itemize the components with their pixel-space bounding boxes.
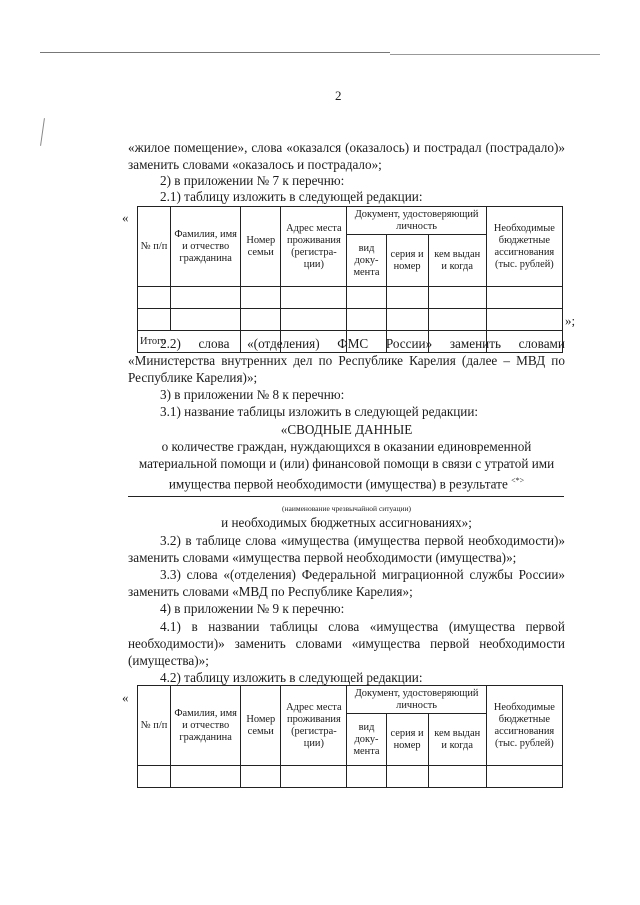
th-funds: Необходимые бюджетные ассигнования (тыс. рублей) — [486, 207, 562, 287]
th-fio: Фамилия, имя и отчество гражданина — [171, 686, 241, 766]
word: словами — [518, 336, 565, 351]
title-line-2: о количестве граждан, нуждающихся в оказании единовременной — [161, 439, 532, 454]
word: 4.1) — [160, 619, 181, 634]
th-document: Документ, удостоверяющий личность — [347, 207, 486, 235]
quote-open-1: « — [122, 210, 129, 225]
word: первой — [430, 636, 470, 651]
quote-open-2: « — [122, 690, 129, 705]
text-line-2: заменить словами «оказалось и пострадало»; — [128, 157, 382, 172]
text-line-4: 2.1) таблицу изложить в следующей редакции: — [160, 189, 423, 204]
word: службы — [469, 567, 513, 582]
word: таблице — [196, 533, 241, 548]
word: «Министерства — [128, 353, 216, 368]
th-num: № п/п — [138, 686, 171, 766]
word: первой — [525, 619, 565, 634]
word: миграционной — [382, 567, 464, 582]
text-line-10 — [160, 532, 565, 549]
word: России» — [385, 336, 433, 351]
word: «имущества — [280, 533, 350, 548]
blank-underline — [128, 496, 564, 497]
word: (далее — [461, 353, 498, 368]
text-line-8: 3) в приложении № 8 к перечню: — [160, 387, 345, 402]
word: в — [185, 533, 192, 548]
word: «имущества — [369, 619, 439, 634]
th-num: № п/п — [138, 207, 171, 287]
word: словами — [295, 636, 342, 651]
word: слова — [186, 567, 218, 582]
word: ФМС — [337, 336, 369, 351]
word: «(отделения) — [223, 567, 296, 582]
word: необходимости — [479, 636, 565, 651]
text-line-17: (имущества)»; — [128, 653, 209, 668]
text-line-9: 3.1) название таблицы изложить в следующей редакции: — [160, 404, 479, 419]
word: Федеральной — [301, 567, 377, 582]
text-line-16 — [128, 635, 565, 652]
word: помещение», — [173, 140, 248, 155]
word: слова — [251, 140, 283, 155]
text-line-11: заменить словами «имущества первой необходимости (имущества)»; — [128, 550, 517, 565]
table-row — [138, 309, 563, 331]
word: по — [551, 353, 565, 368]
word: «жилое — [128, 140, 170, 155]
table-title: «СВОДНЫЕ ДАННЫЕ — [280, 422, 413, 437]
table-appendix-7 — [137, 206, 563, 353]
table-appendix-9 — [137, 685, 563, 788]
word: (имущества — [448, 619, 516, 634]
word: слова — [245, 533, 277, 548]
th-address: Адрес места проживания (регистра-ции) — [281, 686, 347, 766]
word: необходимости)» — [468, 533, 565, 548]
text-line-6 — [128, 352, 565, 369]
text-line-5 — [160, 335, 565, 352]
word: (оказалось) — [345, 140, 410, 155]
text-line-14: 4) в приложении № 9 к перечню: — [160, 601, 345, 616]
th-funds: Необходимые бюджетные ассигнования (тыс. рублей) — [486, 686, 562, 766]
th-document: Документ, удостоверяющий личность — [347, 686, 486, 714]
word: дел — [293, 353, 313, 368]
text-line-13: заменить словами «МВД по Республике Карелия»; — [128, 584, 413, 599]
text-line-1 — [128, 139, 565, 156]
text-line-3: 2) в приложении № 7 к перечню: — [160, 173, 345, 188]
word: внутренних — [221, 353, 288, 368]
word: первой — [424, 533, 464, 548]
word: заменить — [449, 336, 501, 351]
word: по — [318, 353, 333, 368]
th-doc-series: серия и номер — [386, 235, 428, 287]
title-line-4 — [128, 472, 565, 492]
sub-caption: (наименование чрезвычайной ситуации) — [282, 504, 411, 513]
word: слова — [198, 336, 230, 351]
quote-close-1: »; — [565, 313, 576, 328]
word: – — [503, 353, 510, 368]
word: пострадал — [424, 140, 482, 155]
text-line-12 — [160, 566, 565, 583]
text-line-7: Республике Карелия)»; — [128, 370, 258, 385]
footnote-marker: <*> — [511, 476, 525, 485]
word: МВД — [516, 353, 546, 368]
word: Карелия — [409, 353, 456, 368]
th-doc-type: вид доку-мента — [347, 714, 386, 766]
word: необходимости)» — [128, 636, 225, 651]
table-row — [138, 287, 563, 309]
word: таблицы — [270, 619, 318, 634]
th-doc-series: серия и номер — [386, 714, 428, 766]
th-address: Адрес места проживания (регистра-ции) — [281, 207, 347, 287]
word: слова — [328, 619, 360, 634]
title-line-4-text: имущества первой необходимости (имущества) в результате — [168, 476, 508, 492]
title-line-3: материальной помощи и (или) финансовой помощи в связи с утратой ими — [138, 456, 555, 471]
th-fio: Фамилия, имя и отчество гражданина — [171, 207, 241, 287]
total-label: Итого — [138, 331, 241, 353]
text-line-18: 4.2) таблицу изложить в следующей редакции: — [160, 670, 423, 685]
word: 3.3) — [160, 567, 181, 582]
th-doc-type: вид доку-мента — [347, 235, 386, 287]
word: «имущества — [351, 636, 421, 651]
th-family: Номер семьи — [241, 686, 281, 766]
word: Республике — [338, 353, 404, 368]
word: (пострадало)» — [485, 140, 565, 155]
th-doc-issued: кем выдан и когда — [428, 714, 486, 766]
th-family: Номер семьи — [241, 207, 281, 287]
word: заменить — [234, 636, 286, 651]
word: в — [191, 619, 198, 634]
word: России» — [518, 567, 565, 582]
word: и — [413, 140, 421, 155]
word: «оказался — [286, 140, 342, 155]
scan-margin-mark — [40, 118, 45, 146]
th-doc-issued: кем выдан и когда — [428, 235, 486, 287]
word: (имущества — [353, 533, 420, 548]
word: названии — [208, 619, 260, 634]
table-row — [138, 766, 563, 788]
text-line-15 — [160, 618, 565, 635]
word: 2.2) — [160, 336, 181, 351]
page-number: 2 — [335, 88, 342, 103]
word: «(отделения) — [247, 336, 320, 351]
word: 3.2) — [160, 533, 181, 548]
title-line-5: и необходимых бюджетных ассигнованиях»; — [221, 515, 472, 530]
